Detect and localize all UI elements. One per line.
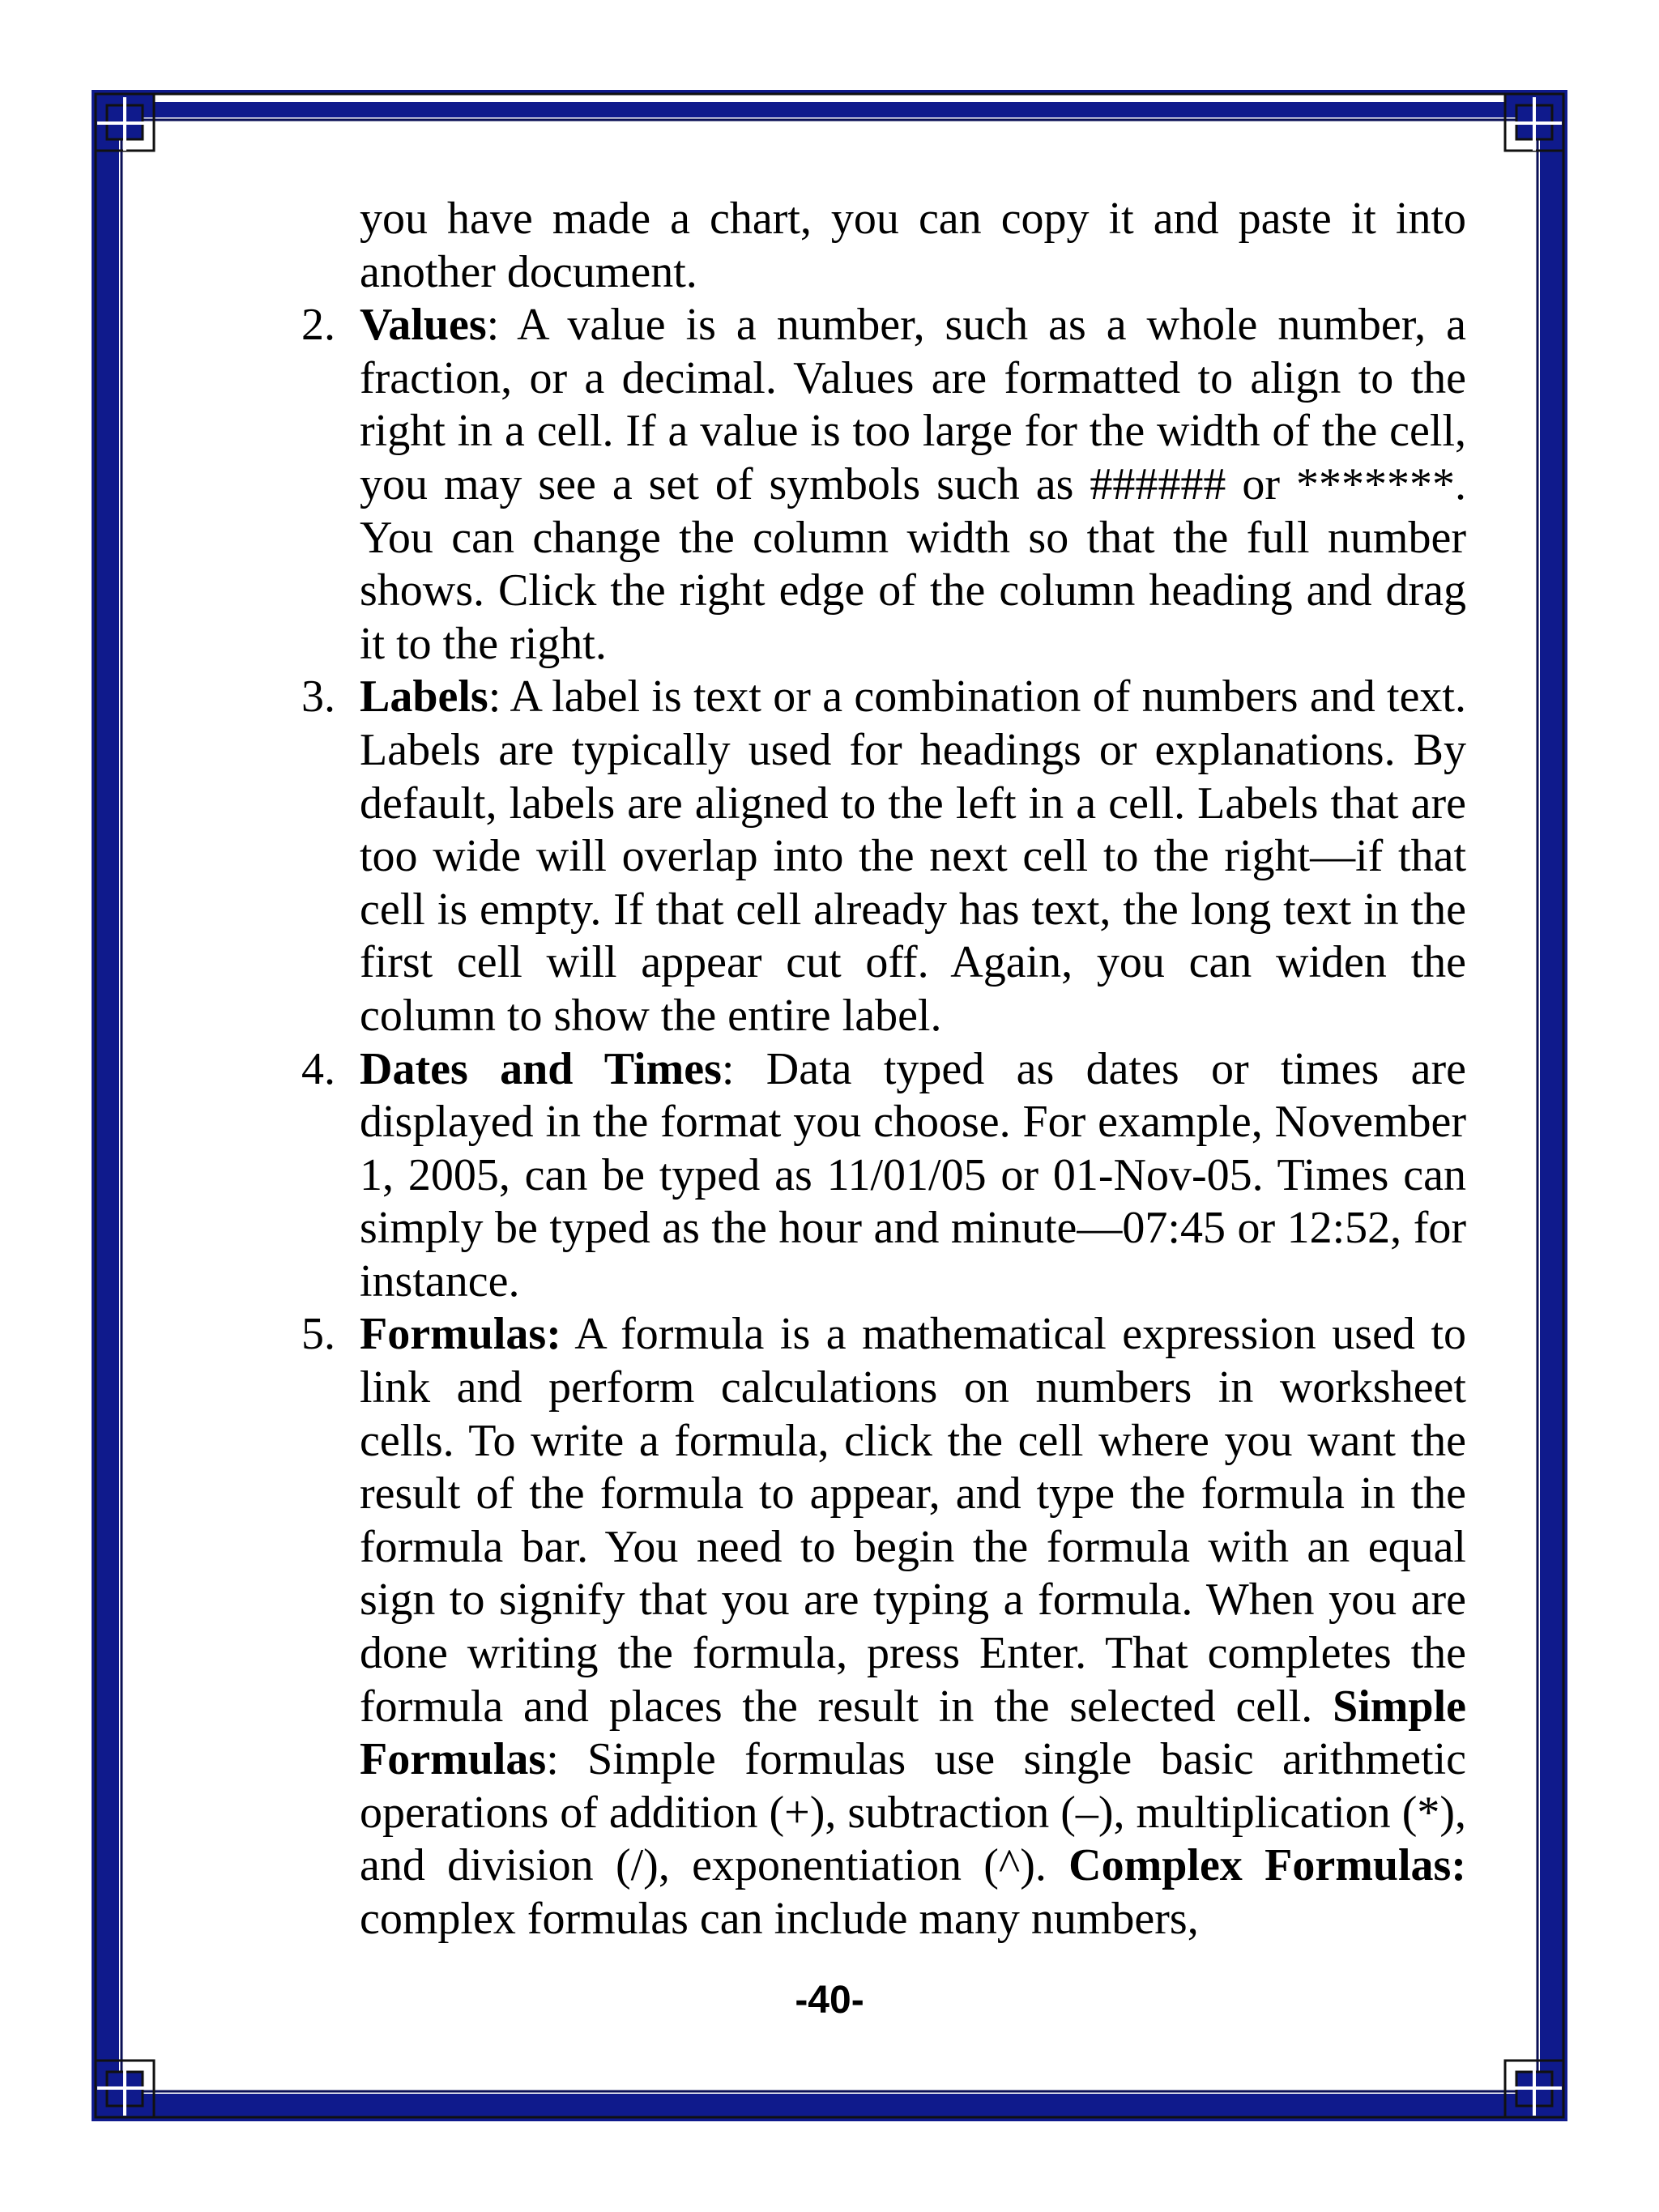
item-text: A formula is a mathematical expression used to link and perform calculations on numbers in worksheet cells. To write a formula, click the cell where you want the result of the formula to appear, and type the formula in the formula bar. You need to begin the formula with an equal sign to signify that you are typing a formula. When you are done writing the formula, press Enter. That completes the formula and places the result in the selected cell. bbox=[360, 1309, 1466, 1732]
intro-paragraph: you have made a chart, you can copy it and paste it into another document. bbox=[360, 194, 1466, 297]
list-number: 5. bbox=[301, 1309, 335, 1360]
list-item-labels bbox=[301, 671, 1466, 1042]
list-number: 3. bbox=[301, 671, 335, 722]
list-item-values bbox=[301, 299, 1466, 671]
page-number: -40- bbox=[795, 1979, 864, 2022]
list-number: 4. bbox=[301, 1043, 335, 1094]
term-dates-times: Dates and Times bbox=[360, 1043, 722, 1094]
term-complex-formulas: Complex Formulas: bbox=[1068, 1840, 1466, 1891]
term-labels: Labels bbox=[360, 671, 488, 722]
term-suffix: : bbox=[488, 671, 501, 722]
list-number: 2. bbox=[301, 300, 335, 351]
item-text: A value is a number, such as a whole number, a fraction, or a decimal. Values are formatted to align to the right in a cell. If a value is too large for the width of the cell, you may see a set of symbols such as ###### or *******. You can change the column width so that the full number shows. Click the right edge of the column heading and drag it to the right. bbox=[360, 300, 1466, 669]
list-item-dates-times bbox=[301, 1043, 1466, 1309]
term-simple-formulas: Simple Formulas bbox=[360, 1681, 1466, 1785]
term-suffix: : bbox=[721, 1043, 735, 1094]
page-body bbox=[301, 193, 1466, 1946]
term-formulas: Formulas: bbox=[360, 1309, 561, 1360]
item-text: Data typed as dates or times are displayed in the format you choose. For example, November 1, 2005, can be typed as 11/01/05 or 01-Nov-05. Times can simply be typed as the hour and minute—07:45 or 12:52, for instance. bbox=[360, 1043, 1466, 1306]
item-text-simple: : Simple formulas use single basic arithmetic operations of addition (+), subtraction (–), multiplication (*), and division (/), exponentiation (^). bbox=[360, 1734, 1466, 1891]
term-values: Values bbox=[360, 300, 487, 351]
item-text-complex: complex formulas can include many numbers, bbox=[360, 1894, 1199, 1944]
list-item-formulas bbox=[301, 1308, 1466, 1946]
term-suffix: : bbox=[486, 300, 500, 351]
item-text: A label is text or a combination of numbers and text. Labels are typically used for headings or explanations. By default, labels are aligned to the left in a cell. Labels that are too wide will overlap into the next cell to the right—if that cell is empty. If that cell already has text, the long text in the first cell will appear cut off. Again, you can widen the column to show the entire label. bbox=[360, 671, 1466, 1041]
